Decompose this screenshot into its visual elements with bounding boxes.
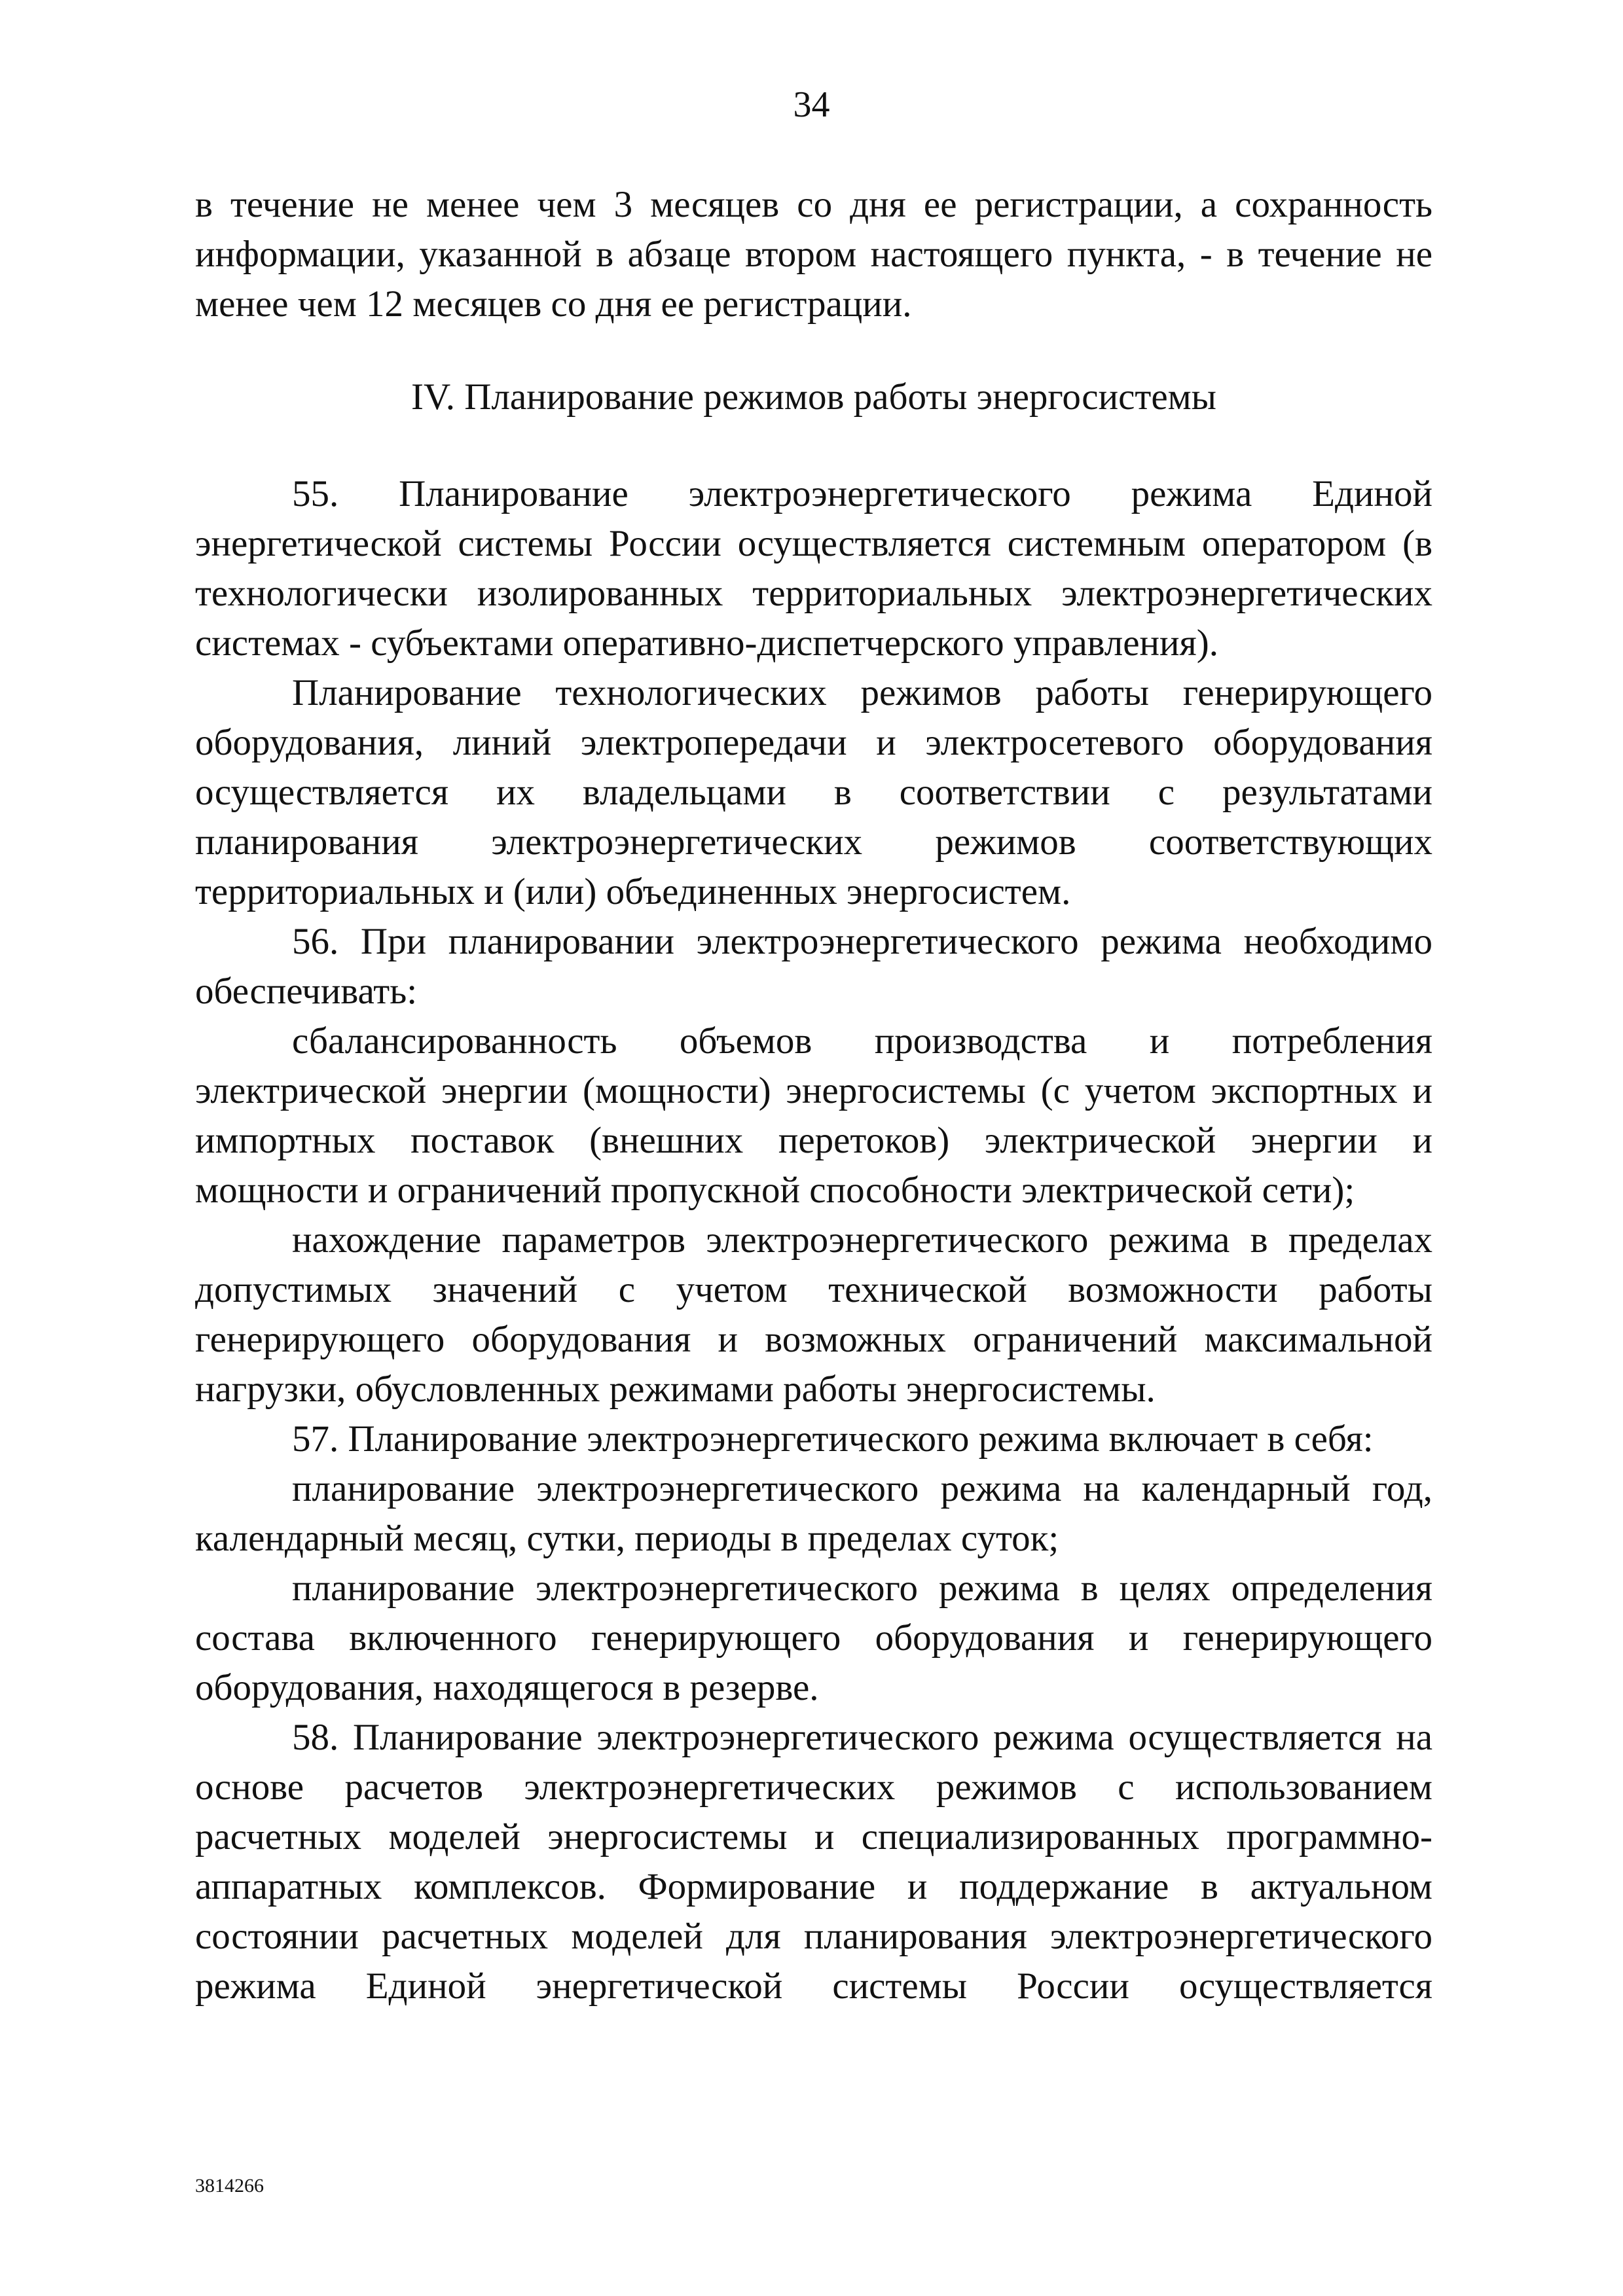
- paragraph-55-1: 55. Планирование электроэнергетического режима Единой энергетической системы России осуществляется системным оператором (в технологически изолированных территориальных электроэнергетических системах - субъектами оперативно-диспетчерского управления).: [195, 473, 1432, 664]
- paragraph-55-2: Планирование технологических режимов работы генерирующего оборудования, линий электропередачи и электросетевого оборудования осуществляется их владельцами в соответствии с результатами планирования электроэнергетических режимов соответствующих территориальных и (или) объединенных энергосистем.: [195, 672, 1432, 912]
- paragraph-57-1: 57. Планирование электроэнергетического режима включает в себя:: [292, 1418, 1374, 1460]
- section-heading: IV. Планирование режимов работы энергосистемы: [411, 376, 1216, 418]
- paragraph-57-3: планирование электроэнергетического режима в целях определения состава включенного генерирующего оборудования и генерирующего оборудования, находящегося в резерве.: [195, 1568, 1432, 1708]
- paragraph-56-3: нахождение параметров электроэнергетического режима в пределах допустимых значений с учетом технической возможности работы генерирующего оборудования и возможных ограничений максимальной нагрузки, обусловленных режимами работы энергосистемы.: [195, 1219, 1432, 1410]
- document-code: 3814266: [195, 2175, 264, 2197]
- paragraph-56-2: сбалансированность объемов производства и потребления электрической энергии (мощности) энергосистемы (с учетом экспортных и импортных поставок (внешних перетоков) электрической энергии и мощности и ограничений пропускной способности электрической сети);: [195, 1020, 1432, 1211]
- paragraph-56-1: 56. При планировании электроэнергетического режима необходимо обеспечивать:: [195, 921, 1432, 1012]
- paragraph-58-1: 58. Планирование электроэнергетического режима осуществляется на основе расчетов электроэнергетических режимов с использованием расчетных моделей энергосистемы и специализированных программно-аппаратных комплексов. Формирование и поддержание в актуальном состоянии расчетных моделей для планирования электроэнергетического режима Единой энергетической системы России осуществляется: [195, 1717, 1432, 2007]
- paragraph-57-2: планирование электроэнергетического режима на календарный год, календарный месяц, сутки, периоды в пределах суток;: [195, 1468, 1432, 1559]
- intro-paragraph: в течение не менее чем 3 месяцев со дня ее регистрации, а сохранность информации, указанной в абзаце втором настоящего пункта, - в течение не менее чем 12 месяцев со дня ее регистрации.: [195, 184, 1432, 325]
- page-number: 34: [793, 84, 830, 125]
- document-body: [195, 180, 1432, 2011]
